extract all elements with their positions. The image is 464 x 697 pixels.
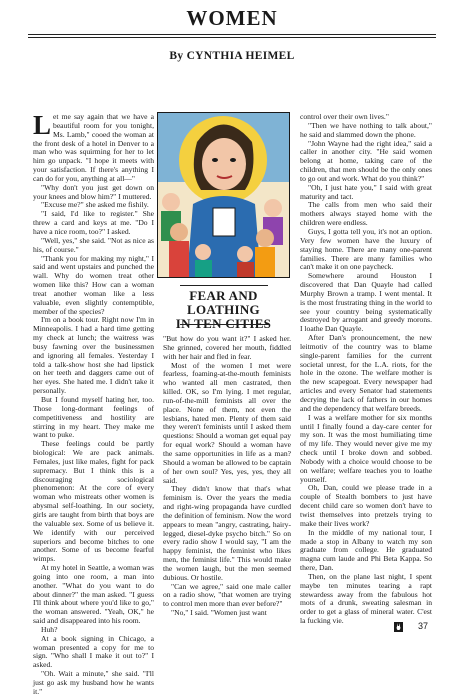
paragraph: "But how do you want it?" I asked her. She grinned, covered her mouth, fiddled with her hair and fled in fear. xyxy=(163,334,291,361)
header-rule-top xyxy=(28,34,436,35)
paragraph: They didn't know that that's what feminism is. Over the years the media and right-wing propaganda have curdled the definition of feminism. Now the word appears to mean "angry, castrating, hairy-legged, diesel-dyke psycho bitch." So on every radio show I would say, "I am the happy feminist, the feminist who likes men, the feminist life." This would make the women laugh, but the men seemed dubious. Or hostile. xyxy=(163,484,291,582)
paragraph: Then, on the plane last night, I spent maybe ten minutes tearing a rapt stewardess away from the fabulous hot mots of a drunk, sweating salesman in order to get a glass of mineral water. C'est la fucking vie. xyxy=(300,571,432,626)
paragraph: These feelings could be partly biological: We are pack animals. Females, just like males, fight for pack supremacy. But I think this is a discouraging sociological phenomenon: At the core of every woman who mistreats other women is abysmal self-loathing. In our society, girls are taught from birth that boys are the valuable sex. Some of us believe it. We identify with our perceived superiors and become bitches to one another. Some of us become fearful wimps. xyxy=(33,439,154,564)
column-2-body xyxy=(163,335,291,618)
column-3-body xyxy=(300,113,432,626)
book-shape xyxy=(213,208,235,236)
article-column-1 xyxy=(33,110,154,696)
paragraph: "Oh. Wait a minute," she said. "I'll just go ask my husband how he wants it." xyxy=(33,669,154,696)
illustration xyxy=(157,112,290,278)
paragraph: "Why don't you just get down on your knees and blow him?" I muttered. xyxy=(33,182,154,201)
man-body-6 xyxy=(237,262,254,278)
paragraph: I'm on a book tour. Right now I'm in Minneapolis. I had a hard time getting my check at lunch; the waitress was busy fawning over the businessmen and ignoring all females. Yesterday I told a talk-show host she had lipstick on her teeth and daggers came out of her eyes. She hated me. I didn't take it personally. xyxy=(33,315,154,396)
paragraph: "Excuse me?" she asked me fishily. xyxy=(41,200,149,210)
man-head-6 xyxy=(237,246,253,262)
face-shape xyxy=(202,138,246,190)
paragraph: Oh, Dan, could we please trade in a couple of Stealth bombers to just have decent child care so women don't have to twist themselves into pretzels trying to make their lives work? xyxy=(300,483,432,528)
page-number: 37 xyxy=(418,621,429,631)
man-body-2 xyxy=(169,241,189,278)
eye-right xyxy=(230,158,236,162)
paragraph: At a book signing in Chicago, a woman presented a copy for me to sign. "Who shall I make it out to?" I asked. xyxy=(33,633,154,670)
paragraph: But I found myself hating her, too. Those long-dormant feelings of competitiveness and hostility are stirring in my heart. They make me want to puke. xyxy=(33,395,154,440)
headline-rule-top xyxy=(180,285,268,286)
man-head-2 xyxy=(170,223,188,241)
paragraph: I was a welfare mother for six months until I finally found a day-care center for my son. It was the most humiliating time of my life. They would never give me my check until I broke down and sobbed. Nobody with a choice would choose to be on welfare; welfare teaches you to loathe yourself. xyxy=(300,412,432,484)
paragraph: At my hotel in Seattle, a woman was going into one room, a man into another. "What do you want to do about dinner?" the man asked. "I guess I'll think about where you'd like to go," the woman answered. "Yeah, OK," he said and disappeared into his room. xyxy=(33,563,154,626)
man-body-5 xyxy=(195,260,212,278)
header-rule-bottom xyxy=(28,37,436,38)
paragraph: Most of the women I met were fearless, foaming-at-the-mouth feminists who wanted all men castrated, then killed. OK, so I'm lying. I met regular, run-of-the-mill feminists all over the place. None of them, not even the lesbians, hated men. Plenty of them said they weren't feminists until I asked them questions: Should a woman get equal pay for equal work? Should a woman have the same opportunities in life as a man? Should a woman be allowed to be captain of her own soul? Yes, yes, yes, they all said. xyxy=(163,360,291,485)
byline: By CYNTHIA HEIMEL xyxy=(169,50,295,62)
man-head-5 xyxy=(195,244,211,260)
paragraph: The calls from men who said their mothers always stayed home with the children were endless. xyxy=(300,200,432,228)
article-column-2 xyxy=(163,335,291,625)
column-1-body xyxy=(33,110,154,697)
paragraph: Somewhere around Houston I discovered that Dan Quayle had called Murphy Brown a tramp. I went mental. It is the most frustrating thing in the world to see your country being systematically destroyed by arrogant and greedy morons. I loathe Dan Quayle. xyxy=(300,271,432,334)
paragraph: control over their own lives." xyxy=(300,112,389,121)
rabbit-logo-icon xyxy=(394,622,403,632)
drop-cap: L xyxy=(33,110,52,140)
headline-line-2: IN TEN CITIES xyxy=(175,316,272,331)
paragraph: "John Wayne had the right idea," said a caller in another city. "He said women belong at home, taking care of the children, that men should be the only ones to go out and work. What do you think?" xyxy=(300,138,432,183)
man-head-4 xyxy=(256,229,274,247)
paragraph: "Oh, I just hate you," I said with great maturity and tact. xyxy=(300,182,432,201)
paragraph: "No," I said. "Women just want xyxy=(171,608,267,618)
headline-rule-bottom xyxy=(180,324,268,325)
paragraph: "I said, I'd like to register." She threw a card and keys at me. "Do I have a nice room, too?" I asked. xyxy=(33,209,154,236)
eye-left xyxy=(212,158,218,162)
paragraph: Guys, I gotta tell you, it's not an option. Very few women have the luxury of staying home. There are many one-parent families. There are many families who can't make it on one paycheck. xyxy=(300,226,432,272)
paragraph: "Can we agree," said one male caller on a radio show, "that women are trying to control men more than ever before?" xyxy=(163,581,291,609)
paragraph: "Well, yes," she said. "Not as nice as his, of course." xyxy=(33,235,154,254)
paragraph: Huh? xyxy=(41,624,58,634)
paragraph: et me say again that we have a beautiful room for you tonight, Ms. Lamb," cooed the woman at the front desk of a hotel in Denver to a man who was squirming for her to let him go unpack. "I hope it meets with your satisfaction. If there's anything I can do for you, anything at all—" xyxy=(33,112,154,183)
paragraph: "Then we have nothing to talk about," he said and slammed down the phone. xyxy=(300,120,432,139)
man-head-1 xyxy=(162,193,180,211)
paragraph: In the middle of my national tour, I made a stop in Albany to watch my son graduate from college. He graduated magna cum laude and Phi Beta Kappa. So there, Dan. xyxy=(300,527,432,573)
man-body-4 xyxy=(255,247,275,278)
paragraph: After Dan's pronouncement, the new leitmotiv of the country was to blame single-parent families for the current societal unrest, for the L.A. riots, for the hole in the ozone. The welfare mother is the new scapegoat. Every newspaper had articles and every Senator had statements decrying the lack of fathers in our homes and the dependency that welfare breeds. xyxy=(300,333,432,413)
paragraph: "Thank you for making my night," I said and went upstairs and punched the wall. Why do women treat other women like this? How can a woman treat another woman like a less valuable, even slightly contemptible, member of the species? xyxy=(33,253,154,316)
section-title: WOMEN xyxy=(186,6,278,30)
headline-line-1: FEAR AND LOATHING xyxy=(187,288,260,317)
man-head-3 xyxy=(264,199,282,217)
